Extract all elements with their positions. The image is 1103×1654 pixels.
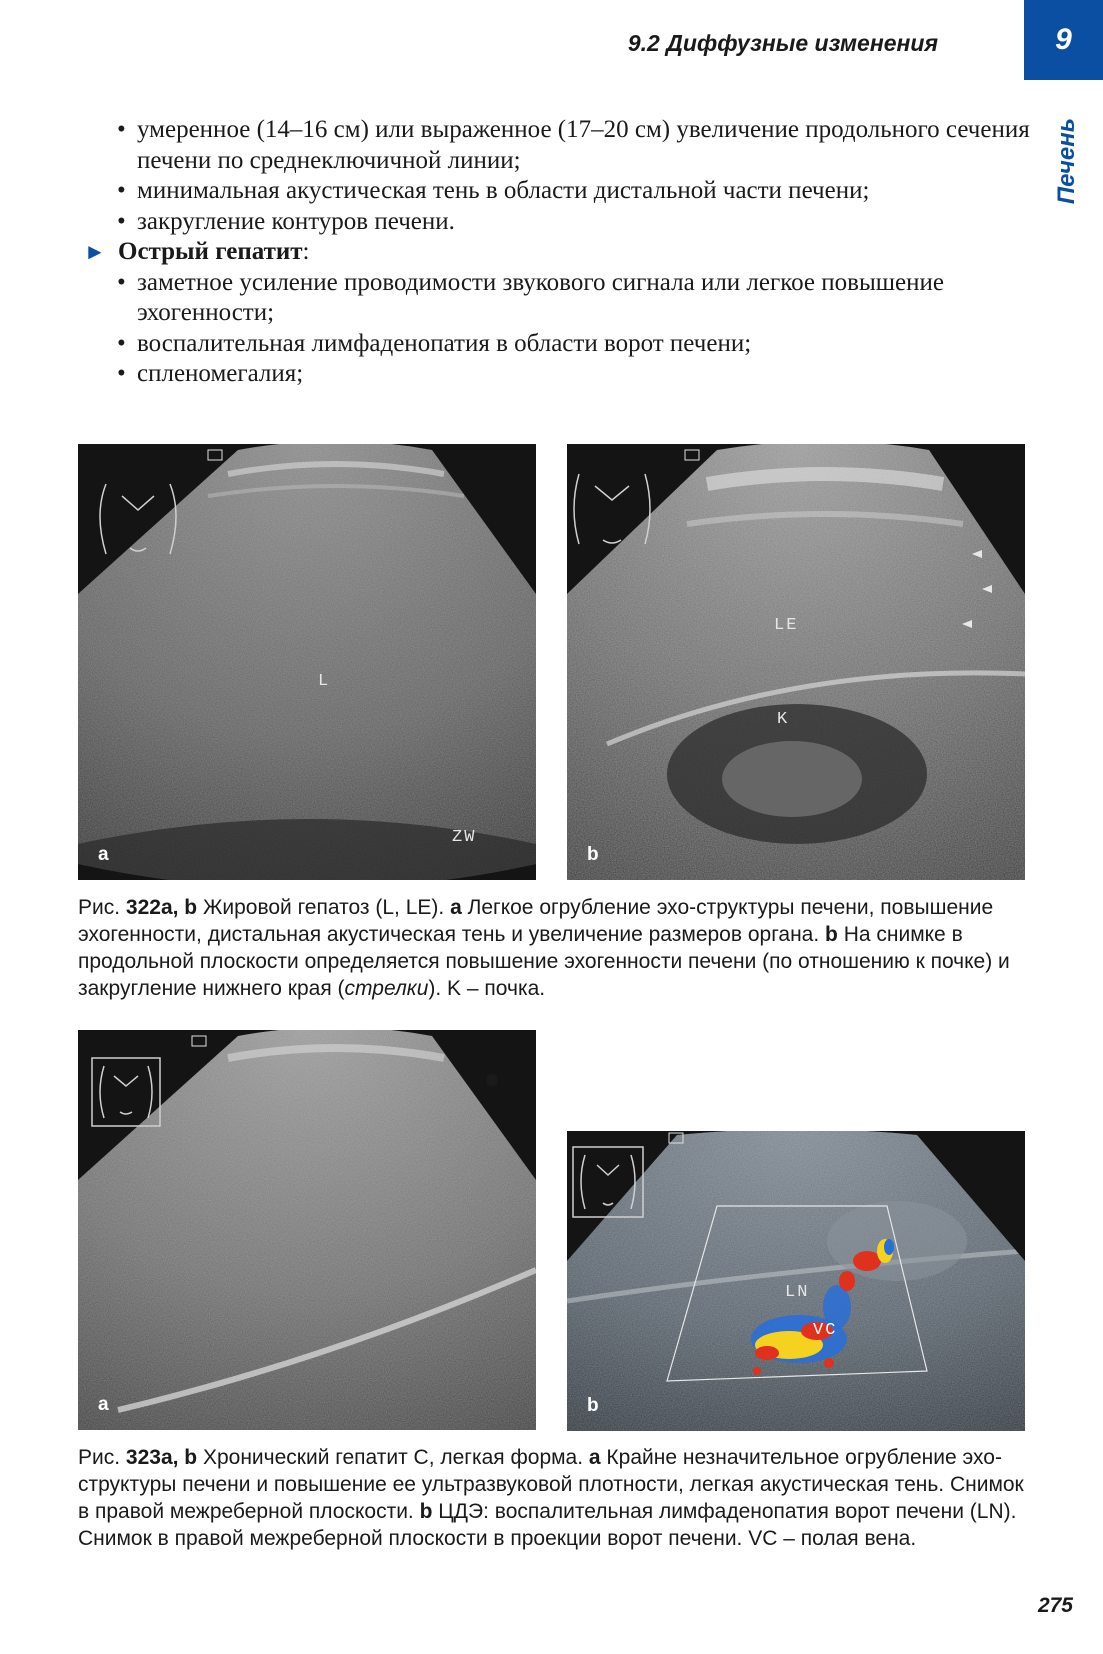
caption-part-a: a [588, 1446, 601, 1469]
caption-part-a-text: Легкое огрубление эхо-структуры печени, повышение эхогенности, дистальная акустическая тень и увеличение размеров органа. [78, 896, 994, 946]
bullet-item: • закругление контуров печени. [84, 207, 1034, 238]
ultrasound-sector-graphic [78, 444, 536, 880]
caption-part-b: b [825, 923, 838, 946]
caption-part-a: a [450, 896, 462, 919]
side-chapter-label: Печень [1053, 118, 1080, 205]
caption-number: 322a, b [125, 896, 198, 919]
body-marker-icon [100, 1066, 152, 1118]
bullet-item: • заметное усиление проводимости звукового сигнала или легкое повышение эхогенности; [84, 268, 1034, 329]
panel-letter: a [98, 1394, 109, 1415]
liver-label: L [318, 672, 331, 691]
ultrasound-image-322a [78, 444, 536, 880]
lymph-node-label: LN [785, 1283, 810, 1302]
caption-italic: стрелки [344, 977, 429, 1000]
section-heading-text: Острый гепатит [118, 238, 303, 265]
bullet-item: • спленомегалия; [84, 359, 1034, 390]
section-heading [84, 237, 1034, 268]
figure-caption-323 [78, 1444, 1028, 1552]
zw-label: ZW [452, 828, 477, 847]
chapter-tab [1024, 0, 1103, 80]
caption-part-a-text: Крайне незначительное огрубление эхо-структуры печени и повышение ее ультразвуковой плотности, легкая акустическая тень. Снимок в правой межреберной плоскости. [78, 1446, 1024, 1523]
ultrasound-sector-graphic [567, 444, 1025, 880]
triangle-arrow-icon: ► [84, 239, 106, 264]
ultrasound-doppler-image-323b [567, 1131, 1025, 1431]
figure-caption-322 [78, 894, 1028, 1002]
panel-letter: b [587, 844, 599, 865]
bullet-item: • воспалительная лимфаденопатия в области ворот печени; [84, 329, 1034, 360]
panel-letter: a [98, 844, 109, 865]
caption-prefix: Рис. [78, 1446, 126, 1469]
section-title: 9.2 Диффузные изменения [627, 30, 938, 56]
ultrasound-sector-graphic [78, 1030, 536, 1430]
vena-cava-label: VC [813, 1321, 838, 1340]
bullet-item: • умеренное (14–16 см) или выраженное (17–20 см) увеличение продольного сечения печени по среднеключичной линии; [84, 115, 1034, 176]
panel-letter: b [587, 1395, 599, 1416]
le-label: LE [774, 616, 799, 635]
section-heading-colon: : [302, 238, 310, 265]
caption-part-b: b [419, 1500, 433, 1523]
caption-title: Жировой гепатоз (L, LE). [197, 896, 451, 919]
body-text [84, 115, 1034, 390]
caption-prefix: Рис. [78, 896, 126, 919]
ultrasound-image-323a [78, 1030, 536, 1430]
caption-part-b-text-end: ). K – почка. [428, 977, 546, 1000]
ultrasound-sector-graphic [567, 1131, 1025, 1431]
caption-number: 323a, b [125, 1446, 198, 1469]
caption-part-b-text: ЦДЭ: воспалительная лимфаденопатия ворот печени (LN). Снимок в правой межреберной плоскости в проекции ворот печени. VC – полая вена. [78, 1500, 1017, 1550]
kidney-label: K [777, 710, 790, 729]
caption-title: Хронический гепатит С, легкая форма. [197, 1446, 589, 1469]
bullet-item: • минимальная акустическая тень в области дистальной части печени; [84, 176, 1034, 207]
page-number: 275 [1037, 1594, 1073, 1617]
caption-part-b-text: На снимке в продольной плоскости определяется повышение эхогенности печени (по отношению к почке) и закругление нижнего края ( [78, 923, 1010, 1000]
ultrasound-image-322b [567, 444, 1025, 880]
chapter-number: 9 [1055, 23, 1072, 56]
